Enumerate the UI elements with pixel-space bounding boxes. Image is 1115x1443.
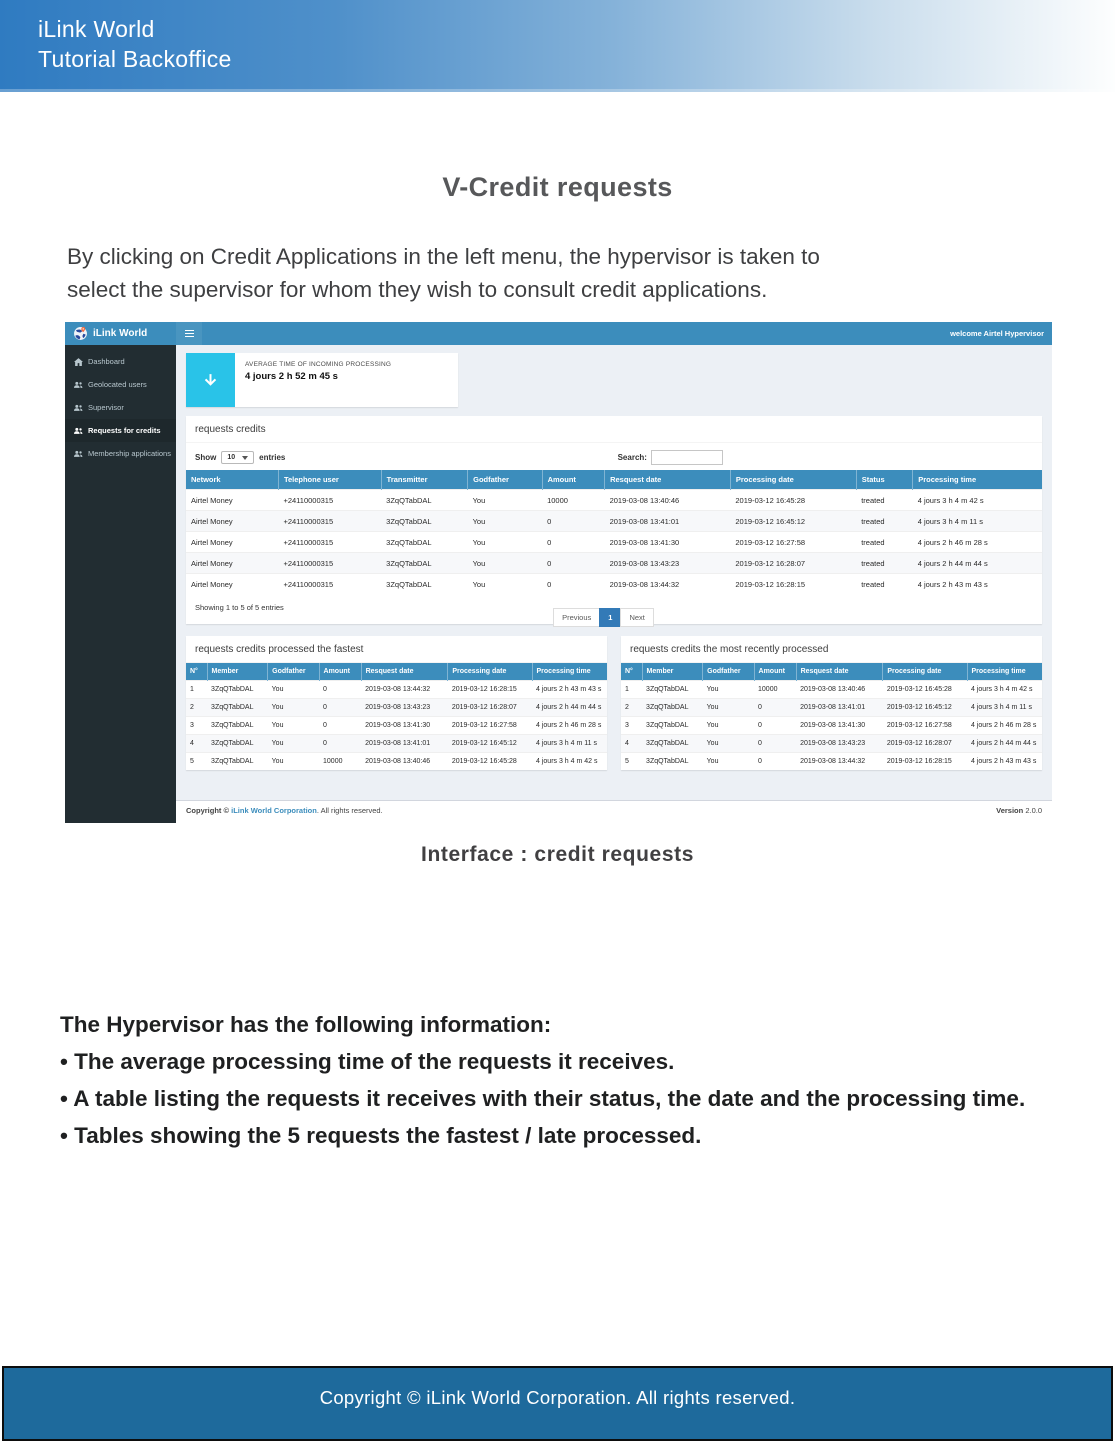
document-footer: Copyright © iLink World Corporation. All rights reserved.	[2, 1366, 1113, 1441]
globe-pin-icon	[73, 326, 88, 341]
column-header[interactable]: Processing time	[967, 663, 1042, 681]
table-row	[186, 753, 607, 771]
table-cell: You	[268, 753, 319, 771]
column-header[interactable]: Godfather	[268, 663, 319, 681]
column-header[interactable]: Resquest date	[796, 663, 883, 681]
table-cell: 0	[754, 717, 796, 735]
table-cell: 3ZqQTabDAL	[207, 735, 268, 753]
column-header[interactable]: N°	[621, 663, 642, 681]
table-cell: 2019-03-12 16:27:58	[883, 717, 967, 735]
app-main-area	[176, 345, 1052, 823]
sidebar-item-requests-for-credits[interactable]	[65, 419, 176, 442]
column-header[interactable]: Status	[856, 470, 912, 490]
requests-credits-title: requests credits	[186, 416, 1042, 443]
table-cell: 3ZqQTabDAL	[207, 699, 268, 717]
column-header[interactable]: Member	[207, 663, 268, 681]
document-header	[0, 0, 1115, 92]
app-main-content	[176, 345, 1052, 800]
table-cell: 4 jours 2 h 46 m 28 s	[913, 532, 1042, 553]
table-row	[621, 681, 1042, 699]
sidebar-item-label: Supervisor	[88, 403, 124, 412]
table-cell: 4	[621, 735, 642, 753]
next-page-button[interactable]: Next	[620, 608, 653, 627]
table-header-row	[621, 663, 1042, 681]
info-box-label: AVERAGE TIME OF INCOMING PROCESSING	[245, 361, 392, 368]
table-cell: 4 jours 3 h 4 m 42 s	[532, 753, 607, 771]
table-cell: 2	[186, 699, 207, 717]
table-cell: 4 jours 3 h 4 m 42 s	[967, 681, 1042, 699]
table-cell: 3ZqQTabDAL	[642, 681, 703, 699]
table-cell: 2019-03-12 16:27:58	[448, 717, 532, 735]
app-footer	[176, 800, 1052, 823]
table-cell: 2019-03-12 16:28:07	[730, 553, 856, 574]
table-cell: 0	[319, 699, 361, 717]
screenshot-caption: Interface : credit requests	[421, 843, 694, 866]
search-label: Search:	[617, 453, 647, 462]
table-cell: 4 jours 2 h 43 m 43 s	[532, 681, 607, 699]
table-cell: You	[703, 699, 754, 717]
fastest-requests-title: requests credits processed the fastest	[186, 636, 607, 663]
column-header[interactable]: Amount	[754, 663, 796, 681]
search-control	[618, 450, 723, 465]
table-cell: You	[468, 553, 542, 574]
table-row	[186, 699, 607, 717]
table-cell: 0	[754, 753, 796, 771]
sidebar-item-label: Membership applications	[88, 449, 171, 458]
app-body	[65, 345, 1052, 823]
app-version-label: Version	[996, 806, 1024, 815]
bottom-tables-row	[186, 636, 1042, 770]
table-cell: You	[268, 717, 319, 735]
entries-label: entries	[259, 453, 286, 462]
table-row	[186, 490, 1042, 511]
column-header[interactable]: Amount	[542, 470, 604, 490]
table-cell: 3ZqQTabDAL	[381, 574, 467, 595]
table-cell: You	[468, 490, 542, 511]
table-cell: 3ZqQTabDAL	[381, 490, 467, 511]
sidebar-item-label: Dashboard	[88, 357, 125, 366]
users-icon	[74, 427, 83, 435]
table-cell: Airtel Money	[186, 511, 278, 532]
table-cell: 2019-03-08 13:43:23	[361, 699, 448, 717]
showing-entries-label: Showing 1 to 5 of 5 entries	[195, 603, 284, 612]
table-cell: 2019-03-08 13:44:32	[361, 681, 448, 699]
recent-requests-card	[621, 636, 1042, 770]
sidebar-item-label: Geolocated users	[88, 380, 147, 389]
table-row	[186, 681, 607, 699]
table-cell: 4 jours 2 h 43 m 43 s	[913, 574, 1042, 595]
table-row	[621, 717, 1042, 735]
table-footer	[186, 594, 1042, 624]
table-cell: 3ZqQTabDAL	[207, 717, 268, 735]
users-icon	[74, 404, 83, 412]
table-cell: 3ZqQTabDAL	[207, 681, 268, 699]
average-time-info-box	[186, 353, 458, 407]
table-cell: You	[468, 532, 542, 553]
table-cell: +24110000315	[278, 490, 381, 511]
column-header[interactable]: Resquest date	[605, 470, 731, 490]
table-cell: You	[468, 574, 542, 595]
page-size-select[interactable]	[221, 451, 254, 464]
column-header[interactable]: Resquest date	[361, 663, 448, 681]
table-cell: 4	[186, 735, 207, 753]
table-cell: 0	[542, 574, 604, 595]
column-header[interactable]: Telephone user	[278, 470, 381, 490]
table-row	[621, 735, 1042, 753]
sidebar-item-geolocated-users[interactable]	[65, 373, 176, 396]
column-header[interactable]: Amount	[319, 663, 361, 681]
table-cell: 2019-03-08 13:43:23	[605, 553, 731, 574]
table-cell: 4 jours 3 h 4 m 11 s	[967, 699, 1042, 717]
table-cell: 2019-03-12 16:28:15	[730, 574, 856, 595]
table-cell: 3ZqQTabDAL	[381, 532, 467, 553]
table-cell: 3ZqQTabDAL	[642, 753, 703, 771]
table-cell: 2019-03-12 16:28:15	[448, 681, 532, 699]
intro-line-2: select the supervisor for whom they wish to consult credit applications.	[67, 277, 768, 302]
column-header[interactable]: Processing date	[448, 663, 532, 681]
table-cell: 5	[186, 753, 207, 771]
table-cell: +24110000315	[278, 553, 381, 574]
fastest-requests-table	[186, 663, 607, 770]
table-cell: 2019-03-08 13:40:46	[605, 490, 731, 511]
table-row	[186, 735, 607, 753]
table-cell: 2019-03-12 16:28:07	[883, 735, 967, 753]
column-header[interactable]: N°	[186, 663, 207, 681]
column-header[interactable]: Processing date	[883, 663, 967, 681]
table-cell: treated	[856, 490, 912, 511]
intro-paragraph	[67, 240, 1067, 306]
document-header-line-1: iLink World	[38, 16, 155, 42]
column-header[interactable]: Transmitter	[381, 470, 467, 490]
table-cell: 2019-03-08 13:41:30	[796, 717, 883, 735]
app-footer-rest: . All rights reserved.	[316, 806, 383, 815]
users-icon	[74, 450, 83, 458]
table-cell: 3ZqQTabDAL	[207, 753, 268, 771]
table-cell: 4 jours 2 h 44 m 44 s	[967, 735, 1042, 753]
table-cell: 2019-03-12 16:45:28	[883, 681, 967, 699]
table-cell: Airtel Money	[186, 553, 278, 574]
table-cell: 0	[542, 511, 604, 532]
app-footer-company-link[interactable]: iLink World Corporation	[231, 806, 317, 815]
table-cell: 4 jours 2 h 43 m 43 s	[967, 753, 1042, 771]
table-cell: treated	[856, 511, 912, 532]
table-cell: 3ZqQTabDAL	[642, 735, 703, 753]
info-list-item: • A table listing the requests it receives with their status, the date and the processing time.	[60, 1086, 1026, 1111]
table-cell: 2019-03-12 16:45:12	[883, 699, 967, 717]
table-cell: 2019-03-08 13:44:32	[605, 574, 731, 595]
table-cell: 0	[542, 532, 604, 553]
table-cell: 4 jours 3 h 4 m 11 s	[532, 735, 607, 753]
info-box-text	[235, 353, 401, 407]
table-cell: treated	[856, 574, 912, 595]
show-label: Show	[195, 453, 217, 462]
column-header[interactable]: Network	[186, 470, 278, 490]
table-row	[621, 699, 1042, 717]
table-cell: 10000	[754, 681, 796, 699]
table-header-row	[186, 470, 1042, 490]
table-cell: You	[703, 717, 754, 735]
table-row	[621, 753, 1042, 771]
table-cell: Airtel Money	[186, 490, 278, 511]
dashboard-icon	[74, 358, 83, 366]
table-cell: 0	[319, 717, 361, 735]
table-cell: 3	[186, 717, 207, 735]
sidebar-item-membership-applications[interactable]	[65, 442, 176, 465]
table-cell: +24110000315	[278, 511, 381, 532]
recent-requests-title: requests credits the most recently processed	[621, 636, 1042, 663]
table-cell: 2	[621, 699, 642, 717]
table-cell: +24110000315	[278, 532, 381, 553]
table-cell: 1	[186, 681, 207, 699]
table-cell: 4 jours 3 h 4 m 42 s	[913, 490, 1042, 511]
sidebar-toggle-button[interactable]	[176, 322, 202, 345]
column-header[interactable]: Godfather	[703, 663, 754, 681]
table-cell: You	[268, 681, 319, 699]
table-cell: 2019-03-12 16:45:28	[448, 753, 532, 771]
table-cell: You	[268, 699, 319, 717]
table-cell: 10000	[542, 490, 604, 511]
info-box-value: 4 jours 2 h 52 m 45 s	[245, 371, 338, 382]
info-list-heading: The Hypervisor has the following information:	[60, 1012, 552, 1037]
app-version-number: 2.0.0	[1025, 806, 1042, 815]
sidebar-item-dashboard[interactable]	[65, 350, 176, 373]
table-cell: You	[703, 735, 754, 753]
table-cell: 2019-03-12 16:28:15	[883, 753, 967, 771]
table-cell: 0	[542, 553, 604, 574]
table-cell: 2019-03-08 13:43:23	[796, 735, 883, 753]
welcome-user-label[interactable]: welcome Airtel Hypervisor	[950, 329, 1044, 338]
table-cell: 2019-03-08 13:41:01	[361, 735, 448, 753]
page-1-button[interactable]: 1	[599, 608, 621, 627]
page-title: V-Credit requests	[442, 172, 673, 202]
table-cell: 5	[621, 753, 642, 771]
table-cell: 2019-03-12 16:45:12	[730, 511, 856, 532]
column-header[interactable]: Godfather	[468, 470, 542, 490]
table-row	[186, 574, 1042, 595]
requests-credits-table	[186, 470, 1042, 594]
info-list-item: • Tables showing the 5 requests the fastest / late processed.	[60, 1123, 702, 1148]
table-cell: treated	[856, 532, 912, 553]
table-cell: 0	[754, 699, 796, 717]
table-cell: 2019-03-08 13:41:01	[796, 699, 883, 717]
table-cell: treated	[856, 553, 912, 574]
info-list-item: • The average processing time of the requests it receives.	[60, 1049, 675, 1074]
table-cell: Airtel Money	[186, 574, 278, 595]
previous-page-button[interactable]: Previous	[553, 608, 600, 627]
table-cell: 3ZqQTabDAL	[642, 699, 703, 717]
sidebar-item-label: Requests for credits	[88, 426, 161, 435]
table-cell: 2019-03-12 16:27:58	[730, 532, 856, 553]
document-header-line-2: Tutorial Backoffice	[38, 46, 232, 72]
table-cell: 2019-03-12 16:28:07	[448, 699, 532, 717]
search-input[interactable]	[651, 450, 723, 465]
table-cell: 4 jours 3 h 4 m 11 s	[913, 511, 1042, 532]
table-cell: 0	[319, 681, 361, 699]
users-icon	[74, 381, 83, 389]
table-cell: You	[468, 511, 542, 532]
table-cell: +24110000315	[278, 574, 381, 595]
column-header[interactable]: Processing time	[913, 470, 1042, 490]
table-cell: 2019-03-08 13:44:32	[796, 753, 883, 771]
table-cell: 1	[621, 681, 642, 699]
table-controls	[186, 443, 1042, 470]
table-cell: 2019-03-08 13:40:46	[361, 753, 448, 771]
app-logo[interactable]	[65, 322, 176, 345]
table-cell: 3ZqQTabDAL	[642, 717, 703, 735]
app-brand-label: iLink World	[93, 328, 148, 339]
table-cell: 4 jours 2 h 46 m 28 s	[532, 717, 607, 735]
requests-credits-card	[186, 416, 1042, 624]
recent-requests-table	[621, 663, 1042, 770]
table-cell: Airtel Money	[186, 532, 278, 553]
column-header[interactable]: Processing date	[730, 470, 856, 490]
table-cell: 4 jours 2 h 46 m 28 s	[967, 717, 1042, 735]
table-cell: 3	[621, 717, 642, 735]
table-cell: 10000	[319, 753, 361, 771]
info-list	[60, 1006, 1070, 1154]
fastest-requests-card	[186, 636, 607, 770]
sidebar-item-supervisor[interactable]	[65, 396, 176, 419]
table-cell: 0	[754, 735, 796, 753]
table-cell: 2019-03-12 16:45:12	[448, 735, 532, 753]
table-row	[186, 532, 1042, 553]
hamburger-icon	[185, 333, 194, 335]
column-header[interactable]: Member	[642, 663, 703, 681]
backoffice-screenshot	[65, 322, 1052, 823]
table-cell: 0	[319, 735, 361, 753]
table-cell: 2019-03-12 16:45:28	[730, 490, 856, 511]
table-header-row	[186, 663, 607, 681]
table-cell: 4 jours 2 h 44 m 44 s	[532, 699, 607, 717]
down-arrow-icon	[186, 353, 235, 407]
table-cell: You	[268, 735, 319, 753]
app-footer-copyright: Copyright ©	[186, 806, 230, 815]
table-cell: 2019-03-08 13:41:01	[605, 511, 731, 532]
table-cell: 2019-03-08 13:41:30	[605, 532, 731, 553]
intro-line-1: By clicking on Credit Applications in the left menu, the hypervisor is taken to	[67, 244, 820, 269]
pagination	[554, 608, 654, 627]
table-cell: You	[703, 753, 754, 771]
table-cell: 4 jours 2 h 44 m 44 s	[913, 553, 1042, 574]
table-row	[186, 717, 607, 735]
app-top-navbar	[65, 322, 1052, 345]
chevron-down-icon	[242, 456, 248, 460]
table-row	[186, 553, 1042, 574]
table-cell: 2019-03-08 13:41:30	[361, 717, 448, 735]
table-row	[186, 511, 1042, 532]
page-size-value: 10	[227, 454, 236, 461]
table-cell: 3ZqQTabDAL	[381, 553, 467, 574]
app-sidebar	[65, 345, 176, 823]
table-cell: 2019-03-08 13:40:46	[796, 681, 883, 699]
table-cell: You	[703, 681, 754, 699]
table-cell: 3ZqQTabDAL	[381, 511, 467, 532]
column-header[interactable]: Processing time	[532, 663, 607, 681]
